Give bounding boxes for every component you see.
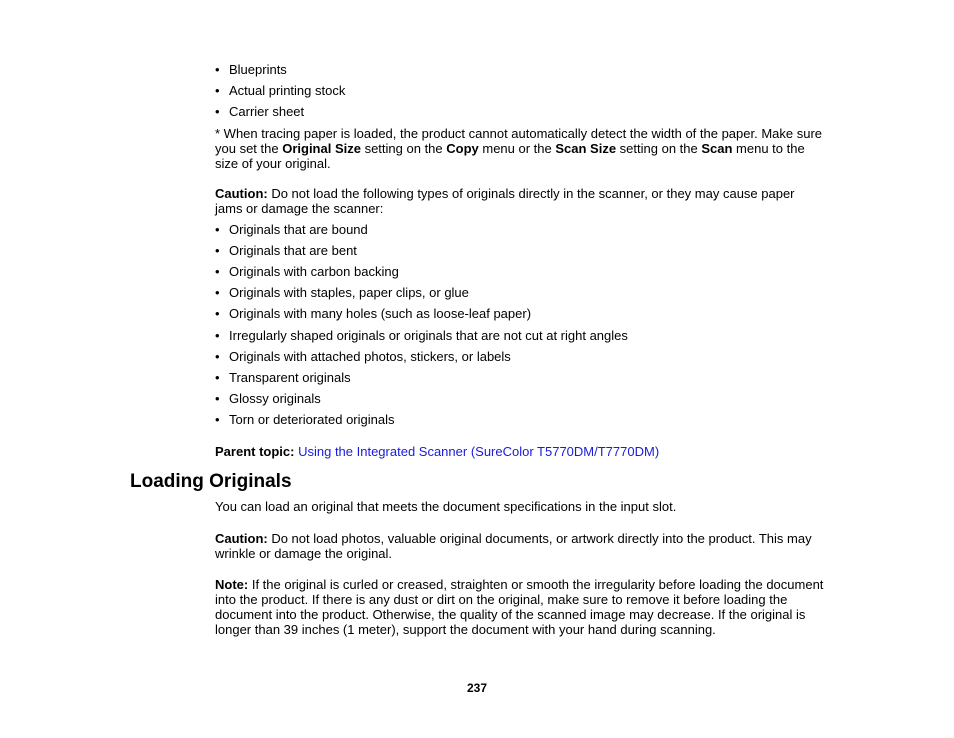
list-item: • Transparent originals (215, 370, 628, 385)
page-number: 237 (466, 681, 488, 695)
list-item: • Originals with carbon backing (215, 264, 628, 279)
parent-topic-label: Parent topic: (215, 444, 295, 459)
section-intro: You can load an original that meets the document specifications in the input slot. (215, 499, 677, 514)
caution-label: Caution: (215, 186, 268, 201)
scan-size-setting: Scan Size (555, 141, 617, 156)
original-size-setting: Original Size (282, 141, 361, 156)
scan-menu: Scan (701, 141, 733, 156)
list-item: • Glossy originals (215, 391, 628, 406)
list-item: • Carrier sheet (215, 104, 345, 119)
caution-originals-list (215, 222, 628, 433)
list-item: • Originals that are bent (215, 243, 628, 258)
caution-label: Caution: (215, 531, 268, 546)
tracing-paper-note: * When tracing paper is loaded, the product cannot automatically detect the width of the paper. Make sure you set the Original Size setting on the Copy menu or the Scan Size setting on the Scan menu to the size of your original. (215, 126, 823, 171)
caution-paragraph: Caution: Do not load photos, valuable original documents, or artwork directly into the product. This may wrinkle or damage the original. (215, 531, 812, 561)
list-item: • Originals with staples, paper clips, or glue (215, 285, 628, 300)
list-item: • Blueprints (215, 62, 345, 77)
caution-paragraph: Caution: Do not load the following types of originals directly in the scanner, or they may cause paper jams or damage the scanner: (215, 186, 795, 216)
list-item: • Irregularly shaped originals or originals that are not cut at right angles (215, 328, 628, 343)
list-item: • Torn or deteriorated originals (215, 412, 628, 427)
list-item: • Originals with many holes (such as loose-leaf paper) (215, 306, 628, 321)
copy-menu: Copy (446, 141, 479, 156)
note-label: Note: (215, 577, 249, 592)
parent-topic-link[interactable]: Using the Integrated Scanner (SureColor T5770DM/T7770DM) (298, 444, 660, 459)
list-item: • Actual printing stock (215, 83, 345, 98)
list-item: • Originals with attached photos, stickers, or labels (215, 349, 628, 364)
original-types-list (215, 62, 345, 125)
list-item: • Originals that are bound (215, 222, 628, 237)
section-heading: Loading Originals (130, 471, 292, 492)
note-paragraph: Note: If the original is curled or creased, straighten or smooth the irregularity before loading the document into the product. If there is any dust or dirt on the original, make sure to remove it before loading the document into the product. Otherwise, the quality of the scanned image may decrease. If the original is longer than 39 inches (1 meter), support the document with your hand during scanning. (215, 577, 824, 637)
parent-topic (215, 444, 825, 459)
